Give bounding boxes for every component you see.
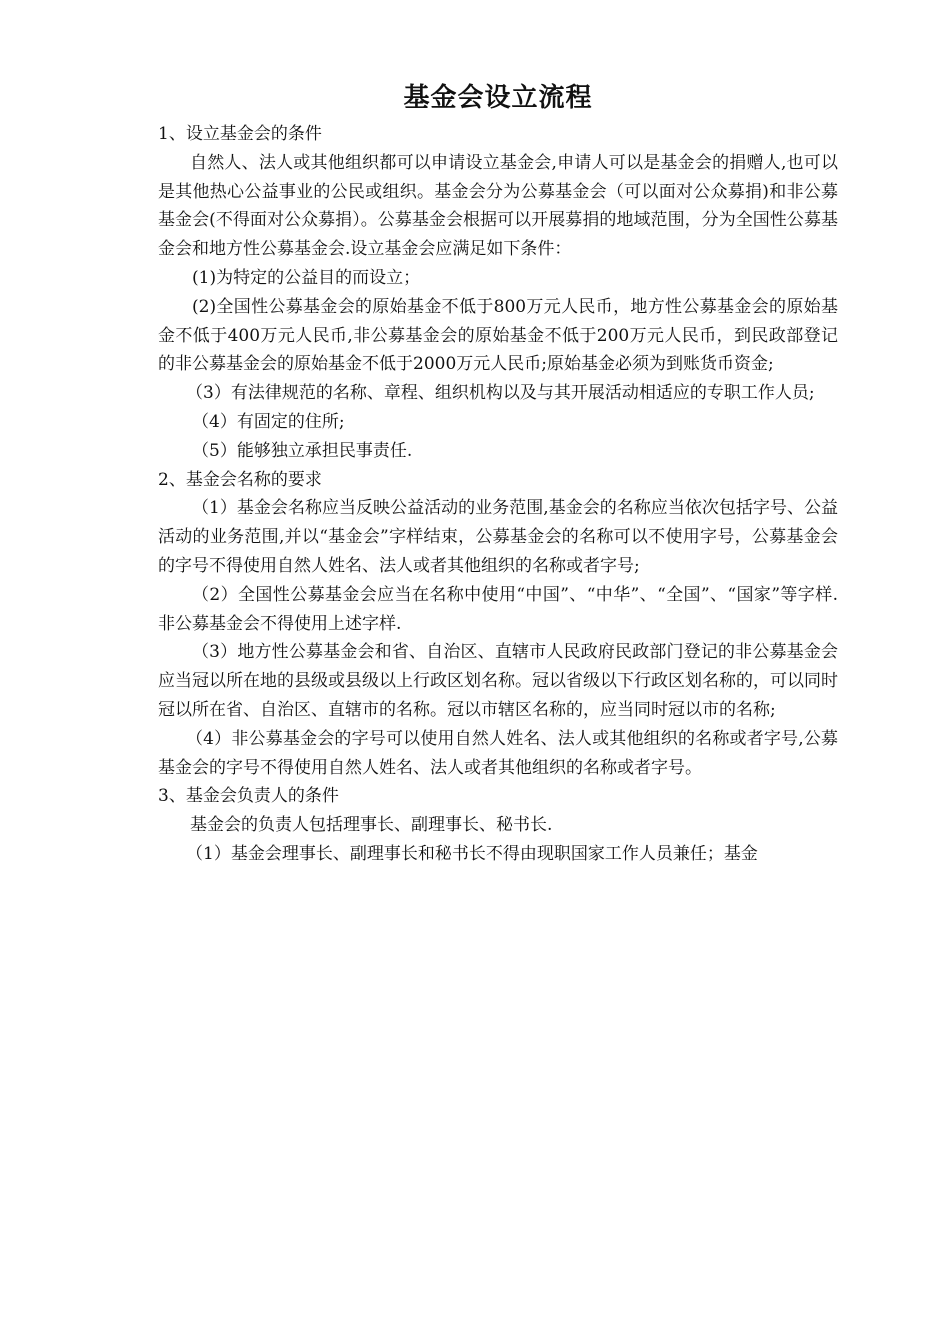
section-3-intro-paragraph: 基金会的负责人包括理事长、副理事长、秘书长. bbox=[190, 815, 553, 836]
section-1-condition-5: （5）能够独立承担民事责任. bbox=[192, 440, 413, 461]
section-2-rule-1: （1）基金会名称应当反映公益活动的业务范围,基金会的名称应当依次包括字号、公益活动的业务范围,并以“基金会”字样结束，公募基金会的名称可以不使用字号，公募基金会的字号不得使用自然人姓名、法人或者其他组织的名称或者字号; bbox=[158, 498, 838, 576]
section-2-rule-2: （2）全国性公募基金会应当在名称中使用“中国”、“中华”、“全国”、“国家”等字样.非公募基金会不得使用上述字样. bbox=[158, 584, 838, 634]
section-1-heading: 1、设立基金会的条件 bbox=[158, 124, 322, 144]
section-1-intro-paragraph: 自然人、法人或其他组织都可以申请设立基金会,申请人可以是基金会的捐赠人,也可以是其他热心公益事业的公民或组织。基金会分为公募基金会（可以面对公众募捐)和非公募基金会(不得面对公众募捐）。公募基金会根据可以开展募捐的地域范围，分为全国性公募基金会和地方性公募基金会.设立基金会应满足如下条件： bbox=[158, 152, 838, 260]
document-title: 基金会设立流程 bbox=[403, 83, 593, 113]
section-1-condition-1: (1)为特定的公益目的而设立； bbox=[192, 267, 421, 288]
section-2-rule-3: （3）地方性公募基金会和省、自治区、直辖市人民政府民政部门登记的非公募基金会应当冠以所在地的县级或县级以上行政区划名称。冠以省级以下行政区划名称的，可以同时冠以所在省、自治区、直辖市的名称。冠以市辖区名称的，应当同时冠以市的名称; bbox=[158, 642, 838, 720]
section-2-rule-4: （4）非公募基金会的字号可以使用自然人姓名、法人或其他组织的名称或者字号,公募基金会的字号不得使用自然人姓名、法人或者其他组织的名称或者字号。 bbox=[158, 728, 838, 778]
section-2-heading: 2、基金会名称的要求 bbox=[158, 469, 322, 490]
section-3-condition-1: （1）基金会理事长、副理事长和秘书长不得由现职国家工作人员兼任；基金 bbox=[186, 843, 758, 864]
document-page bbox=[158, 78, 838, 869]
section-3-heading: 3、基金会负责人的条件 bbox=[158, 786, 339, 807]
section-1-condition-3: （3）有法律规范的名称、章程、组织机构以及与其开展活动相适应的专职工作人员; bbox=[186, 383, 815, 404]
section-1-condition-4: （4）有固定的住所; bbox=[192, 411, 345, 432]
section-1-condition-2: (2)全国性公募基金会的原始基金不低于800万元人民币，地方性公募基金会的原始基金不低于400万元人民币,非公募基金会的原始基金不低于200万元人民币，到民政部登记的非公募基金会的原始基金不低于2000万元人民币;原始基金必须为到账货币资金; bbox=[158, 296, 838, 375]
